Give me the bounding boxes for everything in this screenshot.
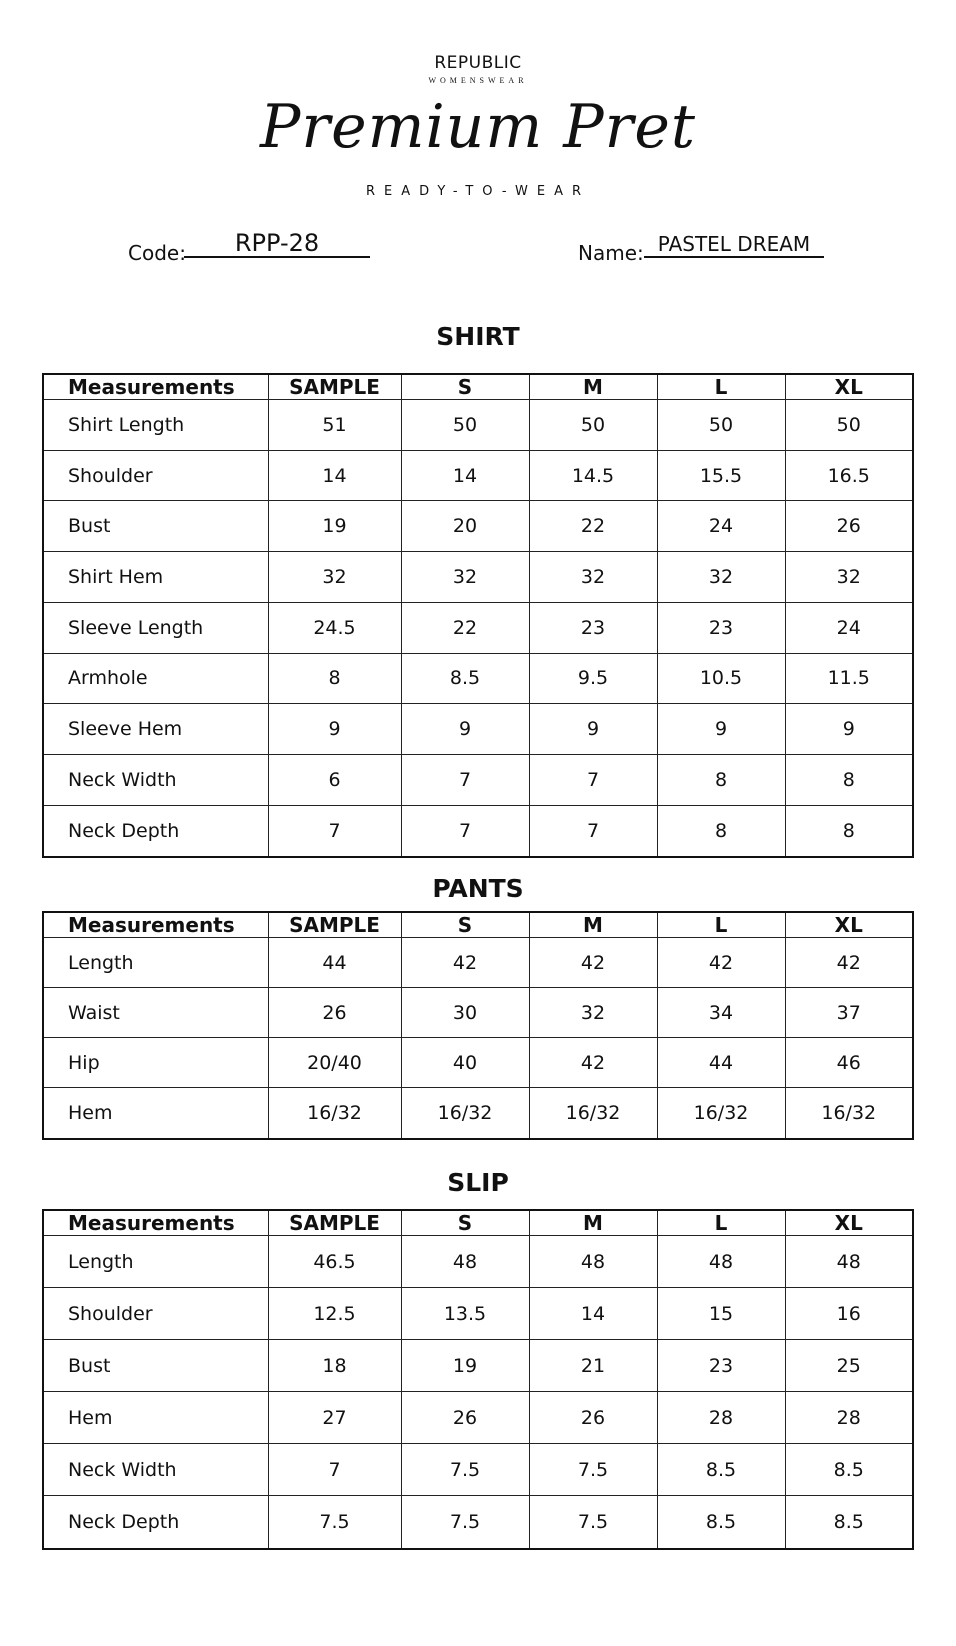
size-header-l: L	[657, 912, 785, 938]
measurement-label: Shoulder	[43, 1288, 268, 1340]
measurement-value: 27	[268, 1392, 401, 1444]
size-header-m: M	[529, 912, 657, 938]
measurement-value: 16/32	[785, 1088, 913, 1139]
table-row	[43, 754, 913, 805]
measurement-value: 16/32	[657, 1088, 785, 1139]
measurement-value: 37	[785, 988, 913, 1038]
measurement-value: 16/32	[401, 1088, 529, 1139]
table-row	[43, 1038, 913, 1088]
measurement-value: 9.5	[529, 653, 657, 704]
measurement-value: 8.5	[401, 653, 529, 704]
measurement-value: 7.5	[268, 1496, 401, 1549]
measurement-value: 32	[401, 552, 529, 603]
measurement-value: 46.5	[268, 1236, 401, 1288]
brand-subtitle: WOMENSWEAR	[428, 76, 528, 85]
table-row	[43, 450, 913, 501]
size-header-s: S	[401, 1210, 529, 1236]
measurements-header: Measurements	[43, 1210, 268, 1236]
measurement-value: 46	[785, 1038, 913, 1088]
measurement-value: 42	[529, 938, 657, 988]
brand-script-title: Premium Pret	[260, 92, 696, 162]
size-header-l: L	[657, 1210, 785, 1236]
measurement-value: 48	[529, 1236, 657, 1288]
size-header-sample: SAMPLE	[268, 1210, 401, 1236]
table-row	[43, 400, 913, 451]
measurement-label: Shirt Hem	[43, 552, 268, 603]
measurement-label: Sleeve Hem	[43, 704, 268, 755]
table-row	[43, 1288, 913, 1340]
measurement-value: 18	[268, 1340, 401, 1392]
measurement-value: 23	[657, 602, 785, 653]
measurement-value: 16	[785, 1288, 913, 1340]
measurement-value: 25	[785, 1340, 913, 1392]
measurement-value: 16/32	[268, 1088, 401, 1139]
measurement-value: 14	[401, 450, 529, 501]
size-header-xl: XL	[785, 374, 913, 400]
size-header-m: M	[529, 1210, 657, 1236]
measurement-value: 15	[657, 1288, 785, 1340]
table-row	[43, 552, 913, 603]
table-row	[43, 1088, 913, 1139]
measurement-value: 7	[268, 1444, 401, 1496]
measurement-label: Hem	[43, 1088, 268, 1139]
size-header-s: S	[401, 912, 529, 938]
name-label: Name:	[578, 241, 644, 265]
table-row	[43, 1340, 913, 1392]
measurement-value: 8	[657, 754, 785, 805]
measurement-value: 26	[401, 1392, 529, 1444]
measurement-value: 14	[529, 1288, 657, 1340]
table-row	[43, 501, 913, 552]
measurement-value: 50	[401, 400, 529, 451]
size-header-sample: SAMPLE	[268, 374, 401, 400]
table-row	[43, 704, 913, 755]
measurement-label: Shirt Length	[43, 400, 268, 451]
size-header-xl: XL	[785, 1210, 913, 1236]
measurement-value: 24	[785, 602, 913, 653]
measurement-value: 26	[268, 988, 401, 1038]
measurement-value: 48	[657, 1236, 785, 1288]
measurement-value: 22	[401, 602, 529, 653]
measurement-value: 32	[268, 552, 401, 603]
measurement-label: Length	[43, 1236, 268, 1288]
measurement-value: 12.5	[268, 1288, 401, 1340]
measurement-value: 7	[529, 754, 657, 805]
measurement-value: 42	[529, 1038, 657, 1088]
measurement-value: 32	[529, 552, 657, 603]
measurement-value: 44	[268, 938, 401, 988]
measurement-value: 20	[401, 501, 529, 552]
measurement-label: Neck Width	[43, 1444, 268, 1496]
measurement-label: Bust	[43, 501, 268, 552]
measurement-value: 50	[785, 400, 913, 451]
measurement-value: 8	[785, 754, 913, 805]
measurement-label: Neck Width	[43, 754, 268, 805]
shirt-title: SHIRT	[436, 322, 520, 351]
slip-title: SLIP	[447, 1168, 509, 1197]
measurement-label: Armhole	[43, 653, 268, 704]
brand-tagline: READY-TO-WEAR	[365, 184, 591, 199]
measurement-value: 26	[785, 501, 913, 552]
measurement-value: 22	[529, 501, 657, 552]
measurement-value: 32	[785, 552, 913, 603]
measurement-value: 48	[785, 1236, 913, 1288]
measurement-value: 8.5	[657, 1496, 785, 1549]
measurement-value: 50	[529, 400, 657, 451]
table-row	[43, 988, 913, 1038]
pants-title: PANTS	[432, 874, 524, 903]
measurement-label: Bust	[43, 1340, 268, 1392]
measurement-value: 24.5	[268, 602, 401, 653]
measurement-value: 6	[268, 754, 401, 805]
measurement-value: 28	[785, 1392, 913, 1444]
measurement-value: 7.5	[529, 1496, 657, 1549]
measurement-value: 11.5	[785, 653, 913, 704]
header-row	[43, 1210, 913, 1236]
measurement-value: 44	[657, 1038, 785, 1088]
measurement-value: 9	[529, 704, 657, 755]
measurement-label: Sleeve Length	[43, 602, 268, 653]
table-row	[43, 1236, 913, 1288]
measurement-value: 7.5	[529, 1444, 657, 1496]
measurements-header: Measurements	[43, 374, 268, 400]
slip-table	[42, 1209, 914, 1550]
table-row	[43, 1496, 913, 1549]
measurement-label: Neck Depth	[43, 805, 268, 857]
measurement-value: 14	[268, 450, 401, 501]
code-label: Code:	[128, 241, 186, 265]
table-row	[43, 938, 913, 988]
measurement-label: Hip	[43, 1038, 268, 1088]
measurement-value: 24	[657, 501, 785, 552]
measurement-value: 9	[785, 704, 913, 755]
shirt-table	[42, 373, 914, 858]
measurement-value: 30	[401, 988, 529, 1038]
measurement-value: 7	[401, 754, 529, 805]
measurement-value: 21	[529, 1340, 657, 1392]
measurement-value: 9	[401, 704, 529, 755]
measurement-value: 19	[401, 1340, 529, 1392]
measurement-label: Neck Depth	[43, 1496, 268, 1549]
measurement-value: 7	[401, 805, 529, 857]
measurement-value: 7.5	[401, 1444, 529, 1496]
measurement-value: 23	[657, 1340, 785, 1392]
measurements-header: Measurements	[43, 912, 268, 938]
measurement-label: Length	[43, 938, 268, 988]
table-row	[43, 653, 913, 704]
measurement-value: 10.5	[657, 653, 785, 704]
measurement-value: 9	[268, 704, 401, 755]
measurement-value: 42	[657, 938, 785, 988]
measurement-value: 42	[401, 938, 529, 988]
measurement-value: 8.5	[785, 1496, 913, 1549]
measurement-value: 34	[657, 988, 785, 1038]
measurement-label: Shoulder	[43, 450, 268, 501]
measurement-value: 28	[657, 1392, 785, 1444]
name-underline	[644, 256, 824, 258]
measurement-value: 9	[657, 704, 785, 755]
size-header-xl: XL	[785, 912, 913, 938]
header-row	[43, 374, 913, 400]
measurement-value: 26	[529, 1392, 657, 1444]
measurement-value: 23	[529, 602, 657, 653]
measurement-label: Hem	[43, 1392, 268, 1444]
measurement-value: 8	[657, 805, 785, 857]
table-row	[43, 1444, 913, 1496]
pants-table	[42, 911, 914, 1140]
size-header-sample: SAMPLE	[268, 912, 401, 938]
size-header-l: L	[657, 374, 785, 400]
brand-name: REPUBLIC	[434, 53, 522, 73]
measurement-label: Waist	[43, 988, 268, 1038]
measurement-value: 15.5	[657, 450, 785, 501]
measurement-value: 48	[401, 1236, 529, 1288]
measurement-value: 8.5	[785, 1444, 913, 1496]
measurement-value: 8	[785, 805, 913, 857]
measurement-value: 14.5	[529, 450, 657, 501]
measurement-value: 16.5	[785, 450, 913, 501]
measurement-value: 7	[268, 805, 401, 857]
measurement-value: 13.5	[401, 1288, 529, 1340]
measurement-value: 32	[657, 552, 785, 603]
measurement-value: 50	[657, 400, 785, 451]
measurement-value: 7	[529, 805, 657, 857]
measurement-value: 8.5	[657, 1444, 785, 1496]
name-value: PASTEL DREAM	[657, 232, 811, 256]
measurement-value: 19	[268, 501, 401, 552]
measurement-value: 42	[785, 938, 913, 988]
measurement-value: 32	[529, 988, 657, 1038]
measurement-value: 20/40	[268, 1038, 401, 1088]
measurement-value: 16/32	[529, 1088, 657, 1139]
code-value: RPP-28	[234, 229, 320, 257]
size-header-m: M	[529, 374, 657, 400]
table-row	[43, 1392, 913, 1444]
table-row	[43, 805, 913, 857]
measurement-value: 7.5	[401, 1496, 529, 1549]
measurement-value: 8	[268, 653, 401, 704]
table-row	[43, 602, 913, 653]
measurement-value: 51	[268, 400, 401, 451]
measurement-value: 40	[401, 1038, 529, 1088]
size-header-s: S	[401, 374, 529, 400]
header-row	[43, 912, 913, 938]
